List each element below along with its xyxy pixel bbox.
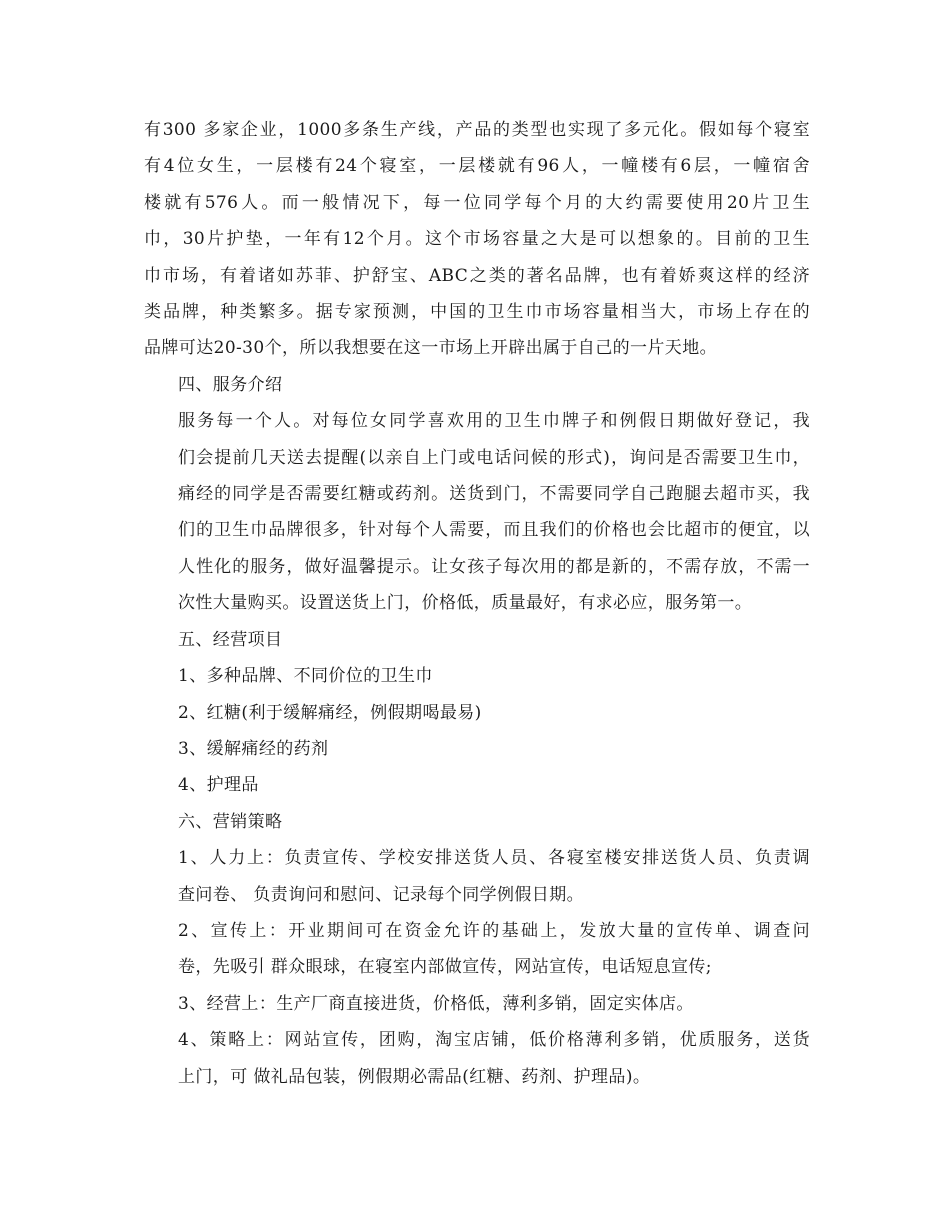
text-line: 2、宣传上：开业期间可在资金允许的基础上，发放大量的宣传单、调查问 — [178, 920, 810, 941]
text-line: 们的卫生巾品牌很多，针对每个人需要，而且我们的价格也会比超市的便宜，以 — [178, 520, 810, 541]
text-line: 次性大量购买。设置送货上门，价格低，质量最好，有求必应，服务第一。 — [178, 593, 753, 614]
text-line: 巾市场，有着诸如苏菲、护舒宝、ABC之类的著名品牌，也有着娇爽这样的经济 — [144, 265, 810, 286]
text-line: 3、缓解痛经的药剂 — [178, 738, 329, 759]
text-line: 有4位女生，一层楼有24个寝室，一层楼就有96人，一幢楼有6层，一幢宿舍 — [144, 156, 810, 177]
text-line: 1、人力上：负责宣传、学校安排送货人员、各寝室楼安排送货人员、负责调 — [178, 848, 810, 869]
text-line: 卷，先吸引 群众眼球，在寝室内部做宣传，网站宣传，电话短息宣传; — [178, 957, 712, 978]
paragraph — [144, 1022, 810, 1095]
text-line: 4、策略上：网站宣传，团购，淘宝店铺，低价格薄利多销，优质服务，送货 — [178, 1030, 810, 1051]
paragraph — [144, 403, 810, 621]
document-body — [144, 112, 810, 1095]
list-item — [144, 731, 810, 767]
section-heading — [144, 804, 810, 840]
paragraph — [144, 986, 810, 1022]
text-line: 1、多种品牌、不同价位的卫生巾 — [178, 666, 433, 687]
text-line: 巾，30片护垫，一年有12个月。这个市场容量之大是可以想象的。目前的卫生 — [144, 229, 810, 250]
text-line: 查问卷、 负责询问和慰问、记录每个同学例假日期。 — [178, 884, 585, 905]
paragraph — [144, 840, 810, 913]
text-line: 六、营销策略 — [178, 811, 283, 832]
text-line: 3、经营上：生产厂商直接进货，价格低，薄利多销，固定实体店。 — [178, 993, 694, 1014]
text-line: 2、红糖(利于缓解痛经，例假期喝最易) — [178, 702, 482, 723]
paragraph — [144, 112, 810, 367]
list-item — [144, 695, 810, 731]
section-heading — [144, 622, 810, 658]
text-line: 服务每一个人。对每位女同学喜欢用的卫生巾牌子和例假日期做好登记，我 — [178, 411, 810, 432]
text-line: 痛经的同学是否需要红糖或药剂。送货到门，不需要同学自己跑腿去超市买，我 — [178, 484, 810, 505]
text-line: 有300 多家企业，1000多条生产线，产品的类型也实现了多元化。假如每个寝室 — [144, 120, 810, 140]
text-line: 人性化的服务，做好温馨提示。让女孩子每次用的都是新的，不需存放，不需一 — [178, 556, 810, 577]
text-line: 们会提前几天送去提醒(以亲自上门或电话问候的形式)，询问是否需要卫生巾， — [178, 447, 810, 468]
paragraph — [144, 913, 810, 986]
text-line: 4、护理品 — [178, 775, 259, 796]
list-item — [144, 767, 810, 803]
text-line: 楼就有576人。而一般情况下，每一位同学每个月的大约需要使用20片卫生 — [144, 192, 810, 213]
text-line: 品牌可达20-30个，所以我想要在这一市场上开辟出属于自己的一片天地。 — [144, 338, 718, 359]
text-line: 类品牌，种类繁多。据专家预测，中国的卫生巾市场容量相当大，市场上存在的 — [144, 302, 810, 323]
section-heading — [144, 367, 810, 403]
list-item — [144, 658, 810, 694]
text-line: 五、经营项目 — [178, 629, 283, 650]
text-line: 四、服务介绍 — [178, 374, 283, 395]
text-line: 上门，可 做礼品包装，例假期必需品(红糖、药剂、护理品)。 — [178, 1066, 651, 1087]
